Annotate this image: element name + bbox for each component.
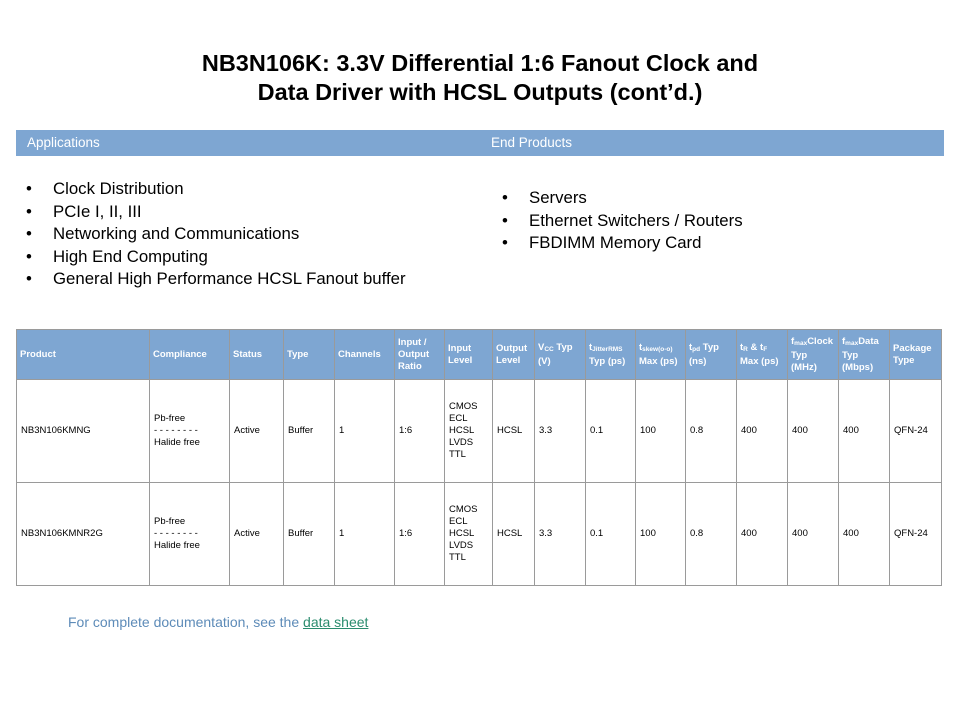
cell-channels: 1 xyxy=(335,483,395,586)
header-tskew xyxy=(636,330,686,380)
trtf-sub2: F xyxy=(763,345,768,353)
end-products-list xyxy=(501,187,743,255)
cell-output-level: HCSL xyxy=(493,483,535,586)
fdata-rest: Data Typ (Mbps) xyxy=(842,335,879,373)
cell-type: Buffer xyxy=(284,380,335,483)
vcc-sub: CC xyxy=(544,345,554,353)
cell-compliance: Pb-free - - - - - - - - Halide free xyxy=(150,380,230,483)
cell-input-level: CMOS ECL HCSL LVDS TTL xyxy=(445,483,493,586)
cell-fdata: 400 xyxy=(839,380,890,483)
tjitter-main: t xyxy=(589,341,593,353)
fdata-main: f xyxy=(842,335,846,347)
list-item: • FBDIMM Memory Card xyxy=(501,232,743,255)
vcc-rest: Typ (V) xyxy=(538,341,573,367)
fclock-sub: max xyxy=(794,339,808,347)
section-header-bar xyxy=(16,130,944,156)
cell-compliance: Pb-free - - - - - - - - Halide free xyxy=(150,483,230,586)
tjitter-rest: Typ (ps) xyxy=(589,355,626,367)
header-trtf xyxy=(737,330,788,380)
cell-status: Active xyxy=(230,380,284,483)
list-item: • Ethernet Switchers / Routers xyxy=(501,210,743,233)
cell-vcc: 3.3 xyxy=(535,483,586,586)
cell-fclock: 400 xyxy=(788,380,839,483)
header-channels: Channels xyxy=(335,330,395,380)
list-item: • PCIe I, II, III xyxy=(25,201,406,224)
cell-tpd: 0.8 xyxy=(686,380,737,483)
tskew-sub: skew(o-o) xyxy=(642,345,673,353)
page-title xyxy=(0,49,960,107)
cell-fdata: 400 xyxy=(839,483,890,586)
cell-package: QFN-24 xyxy=(890,483,942,586)
tpd-sub: pd xyxy=(692,345,701,353)
list-item: • Servers xyxy=(501,187,743,210)
header-vcc xyxy=(535,330,586,380)
header-tpd xyxy=(686,330,737,380)
cell-tpd: 0.8 xyxy=(686,483,737,586)
tskew-main: t xyxy=(639,341,643,353)
title-line-2: Data Driver with HCSL Outputs (cont’d.) xyxy=(257,79,703,105)
cell-input-level: CMOS ECL HCSL LVDS TTL xyxy=(445,380,493,483)
trtf-rest: Max (ps) xyxy=(740,355,779,367)
table-row xyxy=(17,380,942,483)
table-header-row xyxy=(17,330,942,380)
cell-fclock: 400 xyxy=(788,483,839,586)
header-compliance: Compliance xyxy=(150,330,230,380)
list-item: • High End Computing xyxy=(25,246,406,269)
cell-trtf: 400 xyxy=(737,380,788,483)
cell-vcc: 3.3 xyxy=(535,380,586,483)
footer-note xyxy=(68,614,368,630)
cell-product: NB3N106KMNG xyxy=(17,380,150,483)
title-line-1: NB3N106K: 3.3V Differential 1:6 Fanout Clock and xyxy=(201,50,759,76)
vcc-main: V xyxy=(538,341,545,353)
fclock-main: f xyxy=(791,335,795,347)
tjitter-sub: JitterRMS xyxy=(592,345,623,353)
trtf-main1: t xyxy=(740,341,744,353)
trtf-sub1: R xyxy=(743,345,748,353)
cell-product: NB3N106KMNR2G xyxy=(17,483,150,586)
applications-heading: Applications xyxy=(27,135,100,150)
fclock-rest: Clock Typ (MHz) xyxy=(791,335,834,373)
header-package: Package Type xyxy=(890,330,942,380)
header-io-ratio: Input / Output Ratio xyxy=(395,330,445,380)
cell-tskew: 100 xyxy=(636,380,686,483)
cell-tskew: 100 xyxy=(636,483,686,586)
fdata-sub: max xyxy=(845,339,859,347)
table-row xyxy=(17,483,942,586)
cell-status: Active xyxy=(230,483,284,586)
header-fdata xyxy=(839,330,890,380)
cell-io-ratio: 1:6 xyxy=(395,380,445,483)
tpd-main: t xyxy=(689,341,693,353)
header-tjitter xyxy=(586,330,636,380)
trtf-mid: & t xyxy=(747,341,764,353)
header-product: Product xyxy=(17,330,150,380)
header-input-level: Input Level xyxy=(445,330,493,380)
footer-text: For complete documentation, see the xyxy=(68,614,304,630)
applications-list xyxy=(25,178,406,291)
cell-tjitter: 0.1 xyxy=(586,483,636,586)
header-output-level: Output Level xyxy=(493,330,535,380)
header-status: Status xyxy=(230,330,284,380)
data-sheet-link[interactable]: data sheet xyxy=(303,614,369,630)
product-table xyxy=(16,329,942,586)
list-item: • Clock Distribution xyxy=(25,178,406,201)
tpd-rest: Typ (ns) xyxy=(689,341,719,367)
cell-type: Buffer xyxy=(284,483,335,586)
cell-io-ratio: 1:6 xyxy=(395,483,445,586)
cell-output-level: HCSL xyxy=(493,380,535,483)
end-products-heading: End Products xyxy=(491,135,573,150)
list-item: • General High Performance HCSL Fanout buffer xyxy=(25,268,406,291)
cell-channels: 1 xyxy=(335,380,395,483)
tskew-rest: Max (ps) xyxy=(639,355,678,367)
cell-package: QFN-24 xyxy=(890,380,942,483)
cell-trtf: 400 xyxy=(737,483,788,586)
cell-tjitter: 0.1 xyxy=(586,380,636,483)
header-fclock xyxy=(788,330,839,380)
header-type: Type xyxy=(284,330,335,380)
list-item: • Networking and Communications xyxy=(25,223,406,246)
